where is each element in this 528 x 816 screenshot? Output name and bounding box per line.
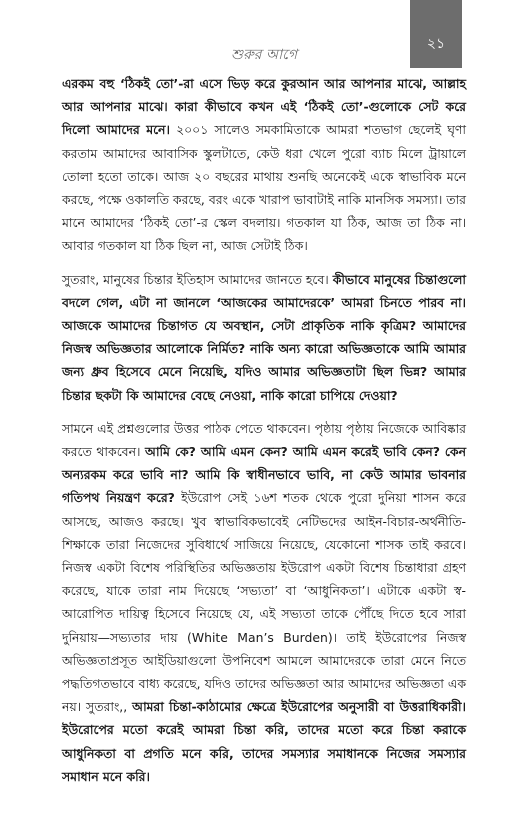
text-segment: আমি কে? আমি এমন কেন? আমি এমন করেই ভাবি কেন? কেন অন্যরকম করে ভাবি না? আমি কি স্বাধীনভাবে ভাবি, না কেউ আমার ভাবনার গতিপথ নিয়ন্ত্রণ করে? bbox=[62, 444, 466, 506]
paragraph-2 bbox=[62, 268, 466, 407]
running-header-title: শুরুর আগে bbox=[230, 47, 298, 63]
text-segment: এরকম বহু ‘ঠিকই তো’-রা এসে ভিড় করে কুরআন আর আপনার মাঝে, আল্লাহ আর আপনার মাঝে। কারা কীভাবে কখন এই ‘ঠিকই তো’-গুলোকে সেট করে দিলো আমাদের মনে। bbox=[62, 76, 466, 138]
body-text bbox=[62, 72, 466, 788]
text-segment: সামনে এই প্রশ্নগুলোর উত্তর পাঠক পেতে থাকবেন। পৃষ্ঠায় পৃষ্ঠায় নিজেকে আবিষ্কার করতে থাকবেন। bbox=[62, 420, 466, 460]
paragraph-3 bbox=[62, 417, 466, 788]
text-segment: আমরা চিন্তা-কাঠামোর ক্ষেত্রে ইউরোপের অনুসারী বা উত্তরাধিকারী। ইউরোপের মতো করেই আমরা চিন্তা করি, তাদের মতো করে চিন্তা করাকে আধুনিকতা বা প্রগতি মনে করি, তাদের সমস্যার সমাধানকে নিজের সমস্যার সমাধান মনে করি। bbox=[62, 699, 466, 784]
paragraph-1 bbox=[62, 72, 466, 258]
text-segment: কীভাবে মানুষের চিন্তাগুলো বদলে গেল, এটা না জানলে ‘আজকের আমাদেরকে’ আমরা চিনতে পারব না। আজকে আমাদের চিন্তাগত যে অবস্থান, সেটা প্রাকৃতিক নাকি কৃত্রিম? আমাদের নিজস্ব অভিজ্ঞতার আলোকে নির্মিত? নাকি অন্য কারো অভিজ্ঞতাকে আমি আমার জন্য ধ্রুব হিসেবে মেনে নিয়েছি, যদিও আমার অভিজ্ঞতাটা ছিল ভিন্ন? আমার চিন্তার ছকটা কি আমাদের বেছে নেওয়া, নাকি কারো চাপিয়ে দেওয়া? bbox=[62, 271, 467, 403]
text-segment: ২০০১ সালেও সমকামিতাকে আমরা শতভাগ ছেলেই ঘৃণা করতাম আমাদের আবাসিক স্কুলটাতে, কেউ ধরা খেলে পুরো ব্যাচ মিলে ট্রায়ালে তোলা হতো তাকে। আজ ২০ বছরের মাথায় শুনছি অনেকেই একে স্বাভাবিক মনে করছে, পক্ষে ওকালতি করছে, বরং একে খারাপ ভাবাটাই নাকি মানসিক সমস্যা। তার মানে আমাদের ‘ঠিকই তো’-র স্কেল বদলায়। গতকাল যা ঠিক, আজ তা ঠিক না। আবার গতকাল যা ঠিক ছিল না, আজ সেটাই ঠিক। bbox=[62, 122, 466, 254]
text-segment: সুতরাং, মানুষের চিন্তার ইতিহাস আমাদের জানতে হবে। bbox=[62, 271, 333, 287]
page-number: ২১ bbox=[426, 36, 446, 52]
text-segment: ইউরোপ সেই ১৬শ শতক থেকে পুরো দুনিয়া শাসন করে আসছে, আজও করছে। খুব স্বাভাবিকভাবেই নেটিভদের আইন-বিচার-অর্থনীতি-শিক্ষাকে তারা নিজেদের সুবিধার্থে সাজিয়ে নিয়েছে, যেকোনো শাসক তাই করবে। নিজস্ব একটা বিশেষ পরিস্থিতির অভিজ্ঞতায় ইউরোপ একটা বিশেষ চিন্তাধারা গ্রহণ করেছে, যাকে তারা নাম দিয়েছে ‘সভ্যতা’ বা ‘আধুনিকতা’। এটাকে একটা স্ব-আরোপিত দায়িত্ব হিসেবে নিয়েছে যে, এই সভ্যতা তাকে পৌঁছে দিতে হবে সারা দুনিয়ায়—সভ্যতার দায় (White Man’s Burden)। তাই ইউরোপের নিজস্ব অভিজ্ঞতাপ্রসূত আইডিয়াগুলো উপনিবেশ আমলে আমাদেরকে তারা মেনে নিতে পদ্ধতিগতভাবে বাধ্য করেছে, যদিও তাদের অভিজ্ঞতা আর আমাদের অভিজ্ঞতা এক নয়। সুতরাং,, bbox=[62, 490, 467, 715]
